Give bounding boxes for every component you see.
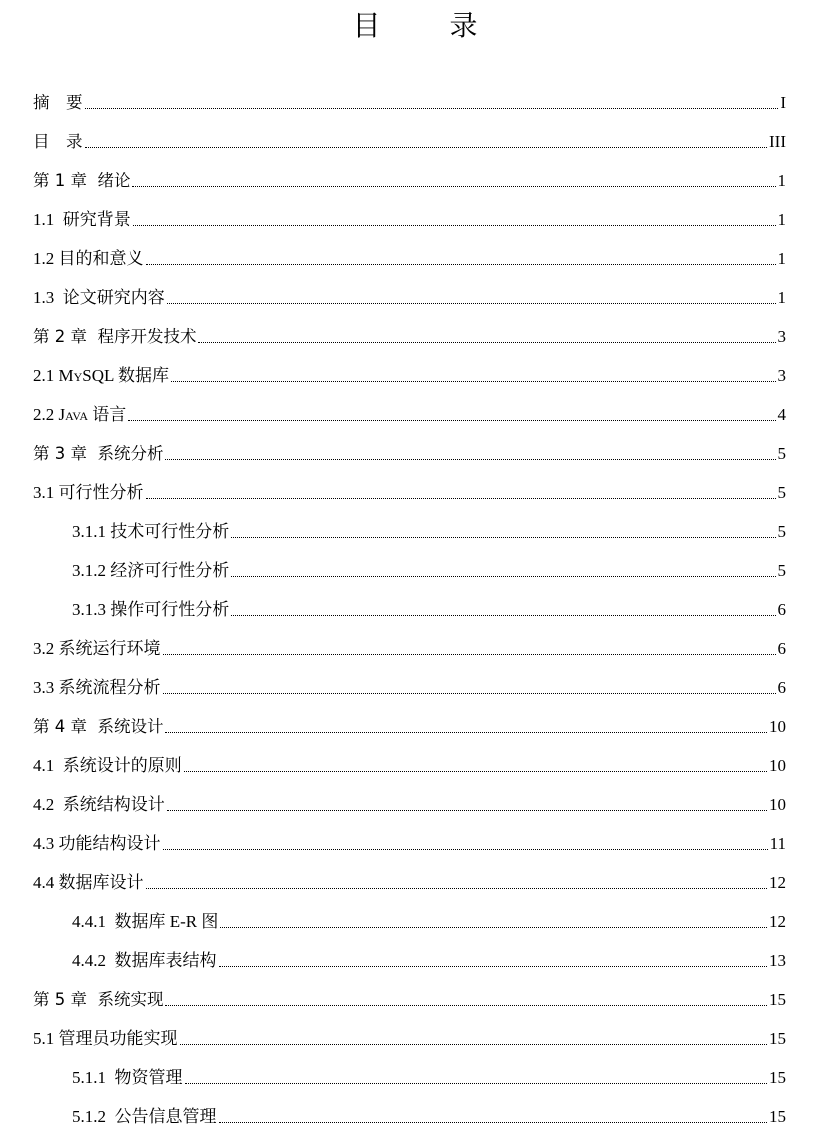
toc-entry[interactable] [0, 308, 830, 347]
toc-entry[interactable] [0, 854, 830, 893]
toc-entry-label: 3.3 系统流程分析 [33, 678, 161, 697]
toc-entry-page: 3 [777, 327, 786, 346]
dot-leader [163, 849, 768, 850]
toc-entry[interactable] [0, 620, 830, 659]
toc-entry[interactable] [0, 776, 830, 815]
dot-leader [219, 966, 768, 967]
dot-leader [146, 498, 776, 499]
dot-leader [163, 654, 776, 655]
dot-leader [128, 420, 775, 421]
toc-entry-page: 10 [769, 795, 786, 814]
toc-entry[interactable] [0, 542, 830, 581]
dot-leader [85, 147, 768, 148]
toc-entry[interactable] [0, 698, 830, 737]
toc-entry-page: 1 [777, 210, 786, 229]
dot-leader [165, 732, 767, 733]
toc-entry-page: 12 [769, 912, 786, 931]
toc-entry-page: III [769, 132, 786, 151]
toc-entry-page: I [780, 93, 786, 112]
toc-entry-page: 1 [777, 249, 786, 268]
toc-entry-label: 4.4.1 数据库 E-R 图 [72, 912, 219, 931]
dot-leader [231, 576, 775, 577]
dot-leader [167, 303, 776, 304]
dot-leader [133, 225, 776, 226]
dot-leader [165, 1005, 767, 1006]
toc-entry-page: 6 [777, 600, 786, 619]
dot-leader [167, 810, 767, 811]
toc-entry[interactable] [0, 503, 830, 542]
toc-entry[interactable] [0, 1049, 830, 1088]
toc-entry-label: 3.1.3 操作可行性分析 [72, 600, 230, 619]
toc-entry-label: 3.1.2 经济可行性分析 [72, 561, 230, 580]
toc-entry-label: 5.1.1 物资管理 [72, 1068, 183, 1087]
table-of-contents [0, 74, 830, 1127]
toc-entry-page: 1 [777, 171, 786, 190]
toc-entry[interactable] [0, 425, 830, 464]
dot-leader [184, 771, 767, 772]
toc-entry-label: 1.1 研究背景 [33, 210, 131, 229]
toc-entry-label: 第 1 章 绪论 [33, 171, 131, 190]
dot-leader [219, 1122, 768, 1123]
dot-leader [146, 888, 768, 889]
toc-entry-label: 4.2 系统结构设计 [33, 795, 165, 814]
toc-entry-label: 5.1.2 公告信息管理 [72, 1107, 217, 1126]
toc-entry[interactable] [0, 971, 830, 1010]
toc-entry[interactable] [0, 230, 830, 269]
toc-entry-label: 5.1 管理员功能实现 [33, 1029, 178, 1048]
toc-entry-label: 摘 要 [33, 93, 83, 112]
toc-entry-page: 13 [769, 951, 786, 970]
toc-entry[interactable] [0, 191, 830, 230]
dot-leader [231, 537, 775, 538]
toc-entry[interactable] [0, 269, 830, 308]
dot-leader [171, 381, 775, 382]
toc-entry-page: 11 [769, 834, 786, 853]
toc-entry[interactable] [0, 815, 830, 854]
toc-entry[interactable] [0, 347, 830, 386]
toc-entry-page: 5 [777, 483, 786, 502]
toc-entry[interactable] [0, 737, 830, 776]
toc-entry-page: 12 [769, 873, 786, 892]
toc-entry-label: 目 录 [33, 132, 83, 151]
toc-entry[interactable] [0, 152, 830, 191]
toc-entry-page: 15 [769, 1068, 786, 1087]
toc-entry[interactable] [0, 1088, 830, 1127]
toc-entry-label: 4.4 数据库设计 [33, 873, 144, 892]
toc-entry-label: 1.2 目的和意义 [33, 249, 144, 268]
toc-entry[interactable] [0, 1010, 830, 1049]
toc-entry-label: 3.1.1 技术可行性分析 [72, 522, 230, 541]
toc-entry[interactable] [0, 113, 830, 152]
toc-entry-page: 4 [777, 405, 786, 424]
dot-leader [231, 615, 775, 616]
toc-entry[interactable] [0, 581, 830, 620]
toc-entry-label: 3.1 可行性分析 [33, 483, 144, 502]
toc-entry-label: 2.2 Java 语言 [33, 405, 127, 424]
toc-entry-label: 4.4.2 数据库表结构 [72, 951, 217, 970]
page-title: 目 录 [352, 9, 508, 42]
toc-entry[interactable] [0, 386, 830, 425]
dot-leader [185, 1083, 768, 1084]
toc-entry[interactable] [0, 659, 830, 698]
dot-leader [180, 1044, 768, 1045]
dot-leader [132, 186, 775, 187]
toc-entry-page: 6 [777, 639, 786, 658]
toc-entry-page: 10 [769, 717, 786, 736]
dot-leader [165, 459, 775, 460]
toc-entry-page: 15 [769, 1029, 786, 1048]
toc-entry-label: 4.1 系统设计的原则 [33, 756, 182, 775]
toc-entry-label: 4.3 功能结构设计 [33, 834, 161, 853]
toc-entry-page: 15 [769, 990, 786, 1009]
toc-entry[interactable] [0, 464, 830, 503]
dot-leader [198, 342, 775, 343]
toc-entry[interactable] [0, 893, 830, 932]
dot-leader [85, 108, 779, 109]
toc-entry-page: 6 [777, 678, 786, 697]
toc-entry-page: 10 [769, 756, 786, 775]
toc-entry-page: 5 [777, 522, 786, 541]
dot-leader [146, 264, 776, 265]
toc-entry-label: 2.1 MySQL 数据库 [33, 366, 170, 385]
toc-entry[interactable] [0, 74, 830, 113]
toc-entry-label: 第 2 章 程序开发技术 [33, 327, 197, 346]
toc-entry[interactable] [0, 932, 830, 971]
toc-entry-label: 3.2 系统运行环境 [33, 639, 161, 658]
toc-entry-page: 15 [769, 1107, 786, 1126]
toc-entry-page: 5 [777, 444, 786, 463]
dot-leader [220, 927, 767, 928]
toc-entry-label: 第 4 章 系统设计 [33, 717, 164, 736]
dot-leader [163, 693, 776, 694]
toc-entry-page: 3 [777, 366, 786, 385]
toc-entry-page: 5 [777, 561, 786, 580]
toc-entry-label: 1.3 论文研究内容 [33, 288, 165, 307]
toc-entry-label: 第 5 章 系统实现 [33, 990, 164, 1009]
toc-entry-label: 第 3 章 系统分析 [33, 444, 164, 463]
toc-entry-page: 1 [777, 288, 786, 307]
